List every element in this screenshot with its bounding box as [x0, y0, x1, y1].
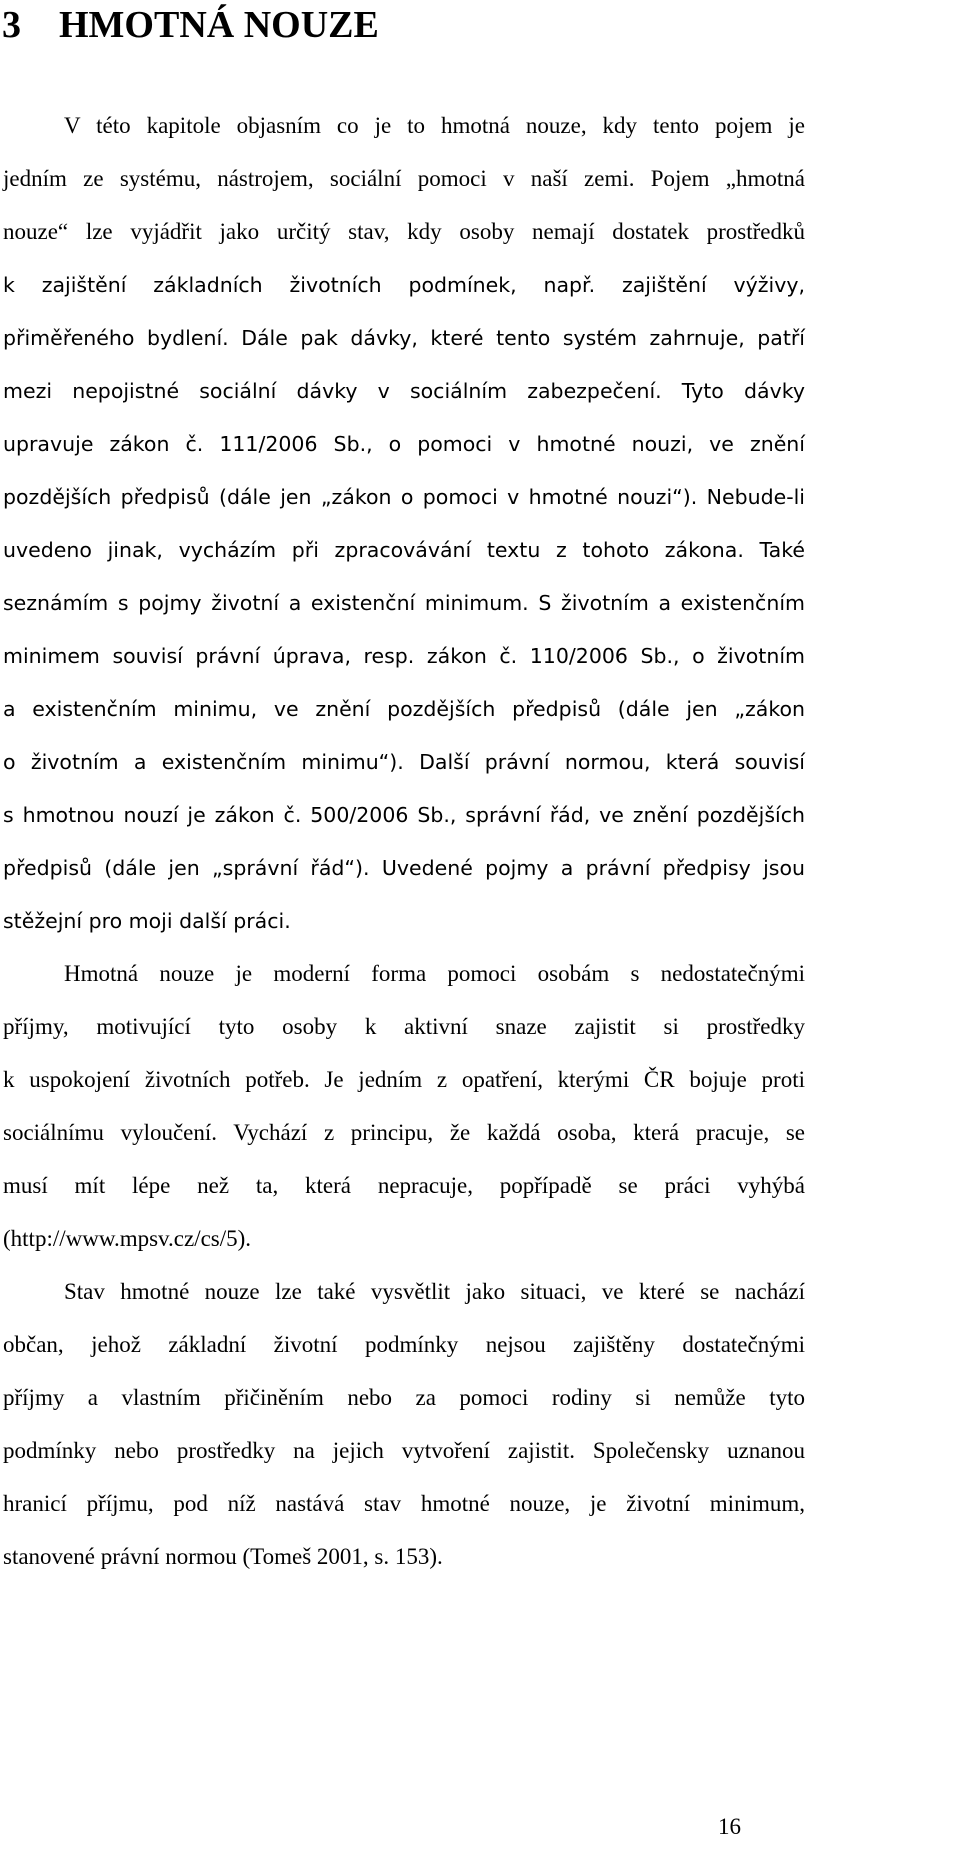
chapter-number: 3 [2, 4, 21, 46]
text-line: občan, jehož základní životní podmínky nejsou zajištěny dostatečnými [3, 1332, 805, 1357]
text-line: sociálnímu vyloučení. Vychází z principu, že každá osoba, která pracuje, se [3, 1120, 805, 1145]
text-line: mezi nepojistné sociální dávky v sociálním zabezpečení. Tyto dávky [3, 379, 805, 403]
text-line: a existenčním minimu, ve znění pozdějších předpisů (dále jen „zákon [3, 697, 805, 721]
page-number: 16 [718, 1814, 741, 1839]
text-line: (http://www.mpsv.cz/cs/5). [3, 1226, 252, 1251]
text-line: upravuje zákon č. 111/2006 Sb., o pomoci v hmotné nouzi, ve znění [3, 432, 805, 456]
text-line: minimem souvisí právní úprava, resp. zákon č. 110/2006 Sb., o životním [3, 644, 805, 668]
text-line: přiměřeného bydlení. Dále pak dávky, které tento systém zahrnuje, patří [3, 326, 805, 350]
text-line: o životním a existenčním minimu“). Další právní normou, která souvisí [3, 750, 805, 774]
text-line: předpisů (dále jen „správní řád“). Uvedené pojmy a právní předpisy jsou [3, 856, 805, 880]
text-line: jedním ze systému, nástrojem, sociální pomoci v naší zemi. Pojem „hmotná [3, 166, 805, 191]
text-line: V této kapitole objasním co je to hmotná nouze, kdy tento pojem je [64, 113, 805, 138]
text-line: k uspokojení životních potřeb. Je jedním z opatření, kterými ČR bojuje proti [3, 1067, 805, 1092]
text-line: musí mít lépe než ta, která nepracuje, popřípadě se práci vyhýbá [3, 1173, 805, 1198]
text-line: seznámím s pojmy životní a existenční minimum. S životním a existenčním [3, 591, 805, 615]
text-line: podmínky nebo prostředky na jejich vytvoření zajistit. Společensky uznanou [3, 1438, 805, 1463]
text-line: Stav hmotné nouze lze také vysvětlit jako situaci, ve které se nachází [64, 1279, 805, 1304]
chapter-heading [2, 2, 379, 48]
text-line: stanovené právní normou (Tomeš 2001, s. 153). [3, 1544, 443, 1569]
text-line: příjmy a vlastním přičiněním nebo za pomoci rodiny si nemůže tyto [3, 1385, 805, 1410]
text-line: s hmotnou nouzí je zákon č. 500/2006 Sb., správní řád, ve znění pozdějších [3, 803, 805, 827]
text-line: Hmotná nouze je moderní forma pomoci osobám s nedostatečnými [64, 961, 805, 986]
chapter-title: HMOTNÁ NOUZE [59, 4, 379, 46]
text-line: příjmy, motivující tyto osoby k aktivní snaze zajistit si prostředky [3, 1014, 805, 1039]
text-line: stěžejní pro moji další práci. [3, 909, 291, 933]
text-line: uvedeno jinak, vycházím při zpracovávání textu z tohoto zákona. Také [3, 538, 805, 562]
text-line: nouze“ lze vyjádřit jako určitý stav, kdy osoby nemají dostatek prostředků [3, 219, 805, 244]
text-line: k zajištění základních životních podmínek, např. zajištění výživy, [3, 273, 805, 297]
text-line: pozdějších předpisů (dále jen „zákon o pomoci v hmotné nouzi“). Nebude-li [3, 485, 805, 509]
text-line: hranicí příjmu, pod níž nastává stav hmotné nouze, je životní minimum, [3, 1491, 805, 1516]
